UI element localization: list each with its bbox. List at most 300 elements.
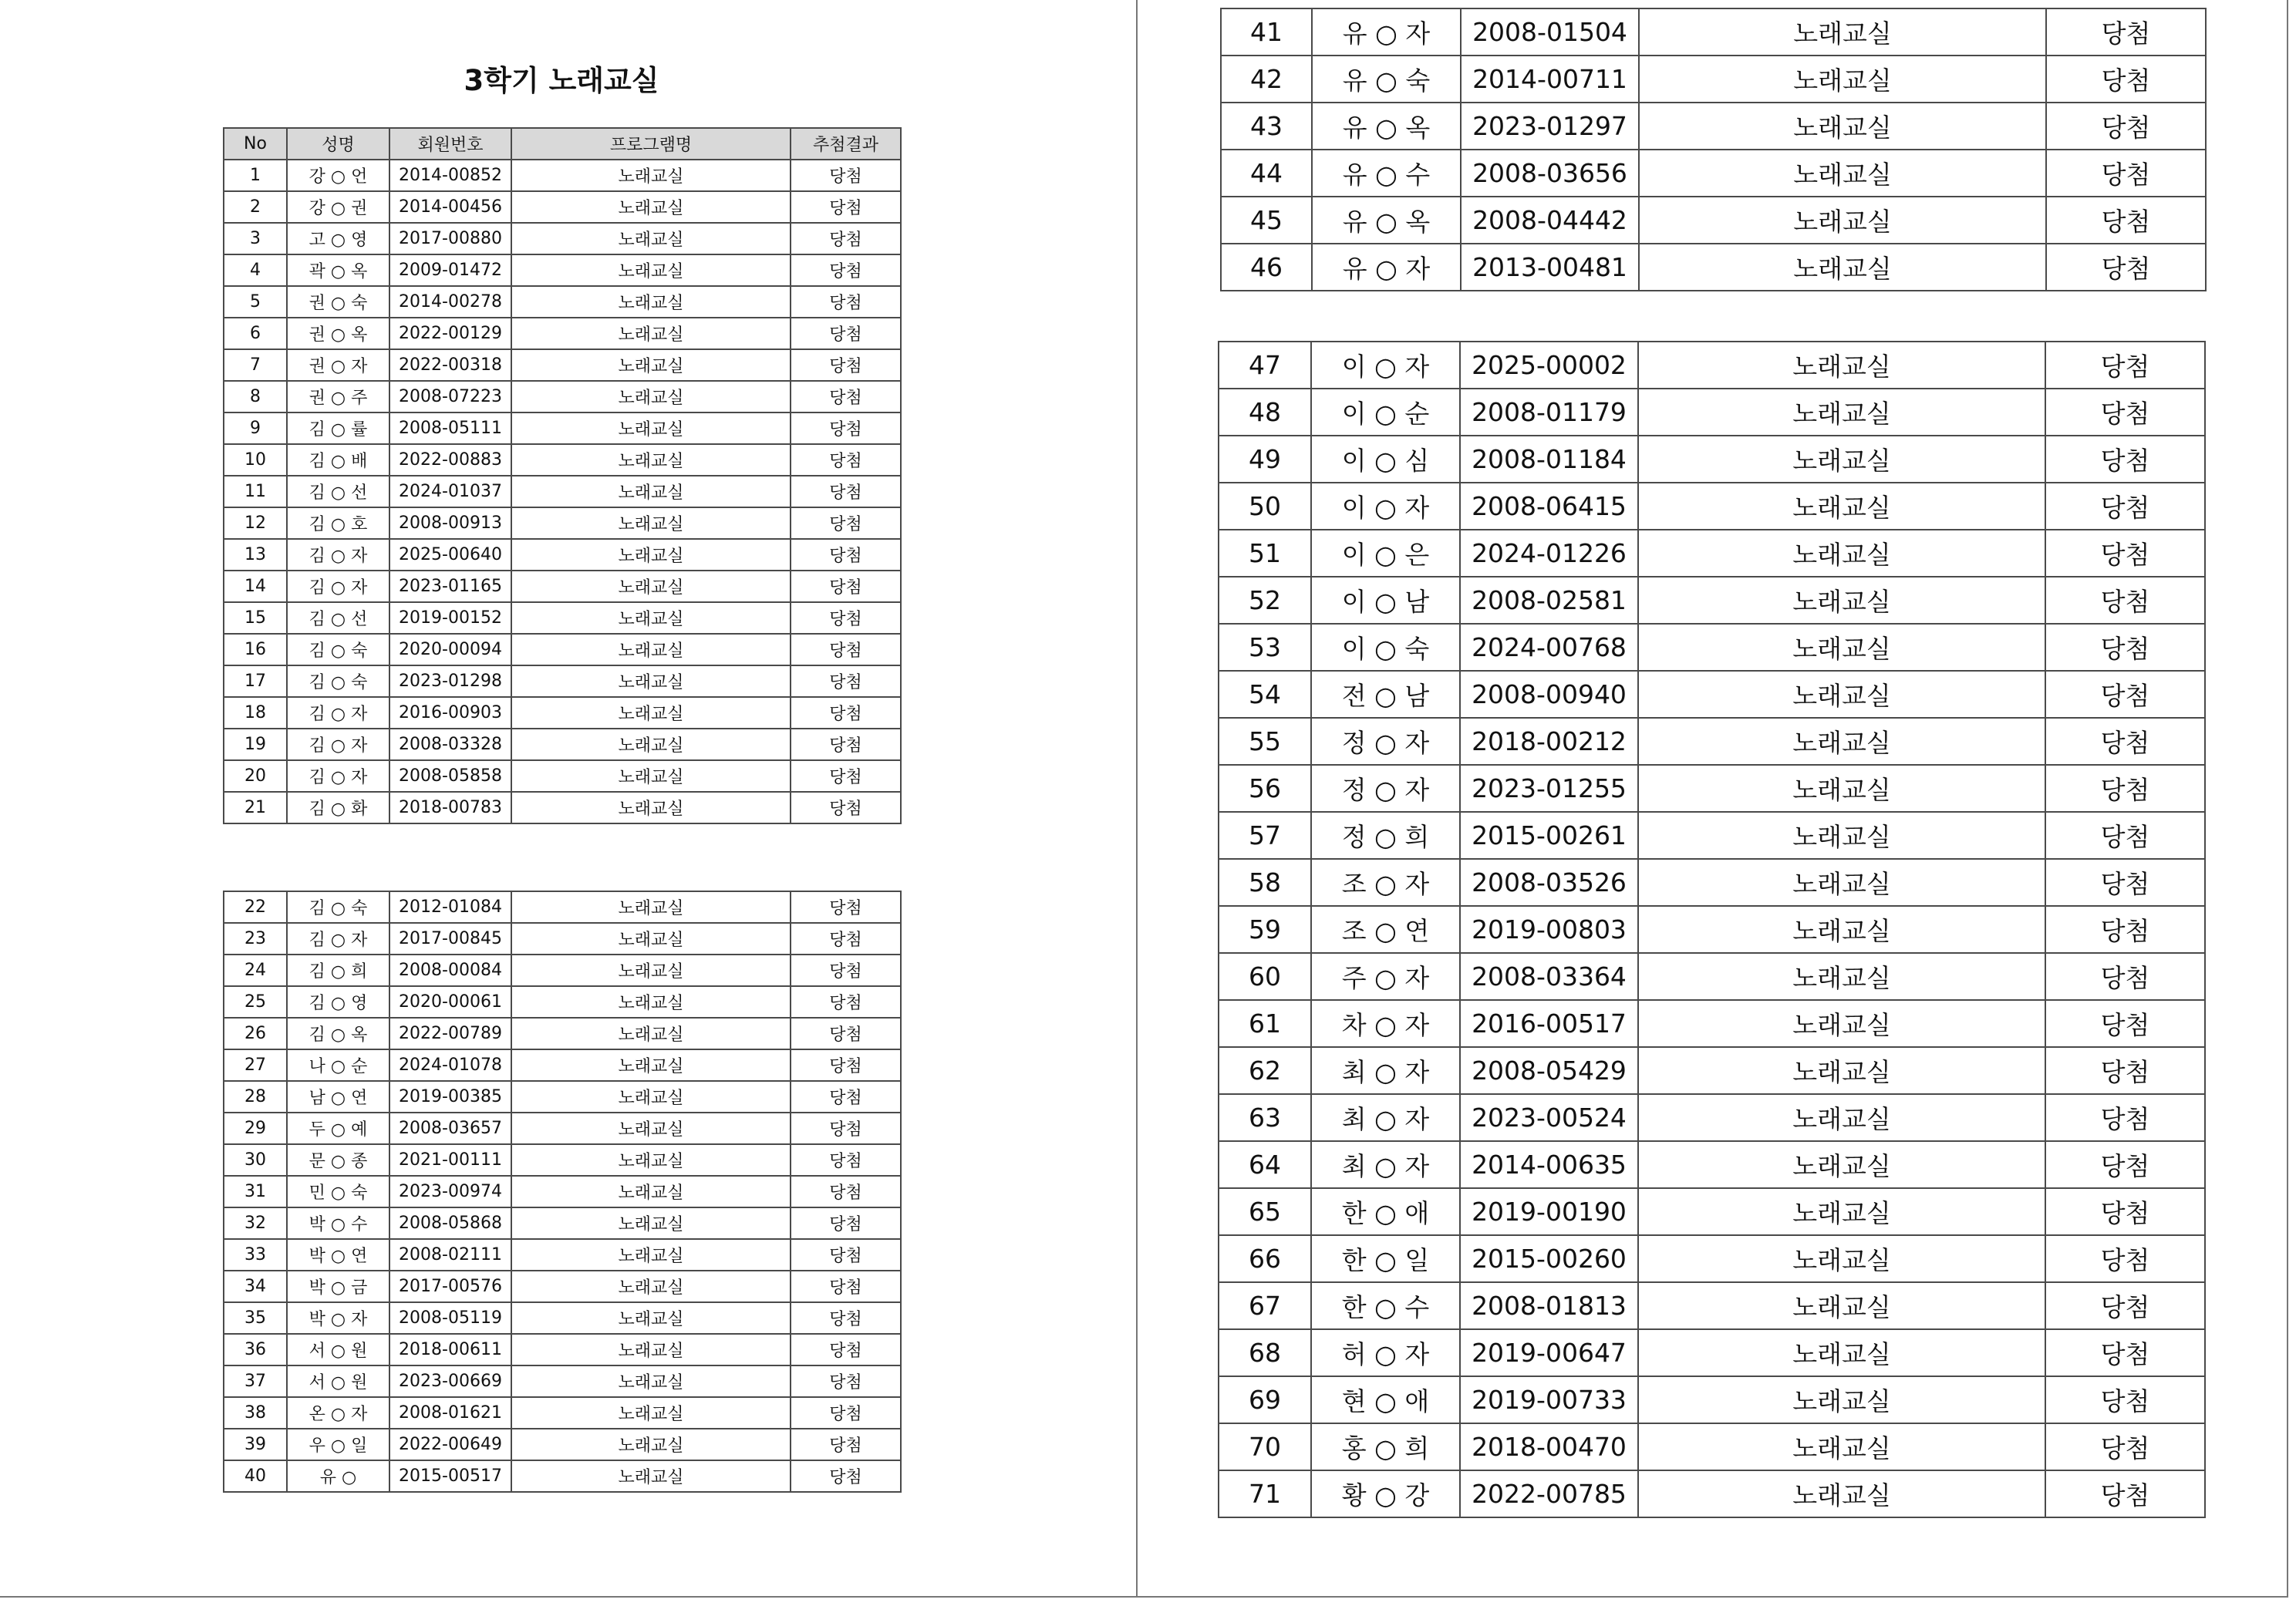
lottery-result-cell: 당첨 bbox=[791, 444, 901, 476]
program-name-cell: 노래교실 bbox=[511, 602, 791, 634]
program-name-cell: 노래교실 bbox=[511, 1018, 791, 1049]
row-number-cell: 17 bbox=[224, 665, 287, 697]
row-number-cell: 56 bbox=[1219, 765, 1311, 812]
member-id-cell: 2023-01165 bbox=[389, 571, 511, 602]
table-row bbox=[1219, 530, 2205, 577]
program-name-cell: 노래교실 bbox=[1638, 1282, 2045, 1329]
table-row bbox=[224, 318, 901, 349]
row-number-cell: 41 bbox=[1221, 8, 1312, 56]
column-header-result: 추첨결과 bbox=[791, 128, 901, 160]
row-number-cell: 16 bbox=[224, 634, 287, 665]
row-number-cell: 3 bbox=[224, 223, 287, 254]
member-id-cell: 2008-00084 bbox=[389, 955, 511, 986]
lottery-result-cell: 당첨 bbox=[2045, 953, 2205, 1000]
member-name-cell: 최 ○ 자 bbox=[1311, 1047, 1460, 1094]
table-row bbox=[224, 986, 901, 1018]
member-id-cell: 2008-02581 bbox=[1460, 577, 1638, 624]
lottery-result-cell: 당첨 bbox=[791, 792, 901, 823]
row-number-cell: 36 bbox=[224, 1334, 287, 1365]
program-name-cell: 노래교실 bbox=[511, 697, 791, 729]
member-id-cell: 2008-05111 bbox=[389, 412, 511, 444]
program-name-cell: 노래교실 bbox=[1639, 103, 2046, 150]
table-row bbox=[224, 1429, 901, 1460]
member-id-cell: 2013-00481 bbox=[1461, 244, 1639, 291]
program-name-cell: 노래교실 bbox=[1638, 1188, 2045, 1235]
member-id-cell: 2023-00524 bbox=[1460, 1094, 1638, 1141]
program-name-cell: 노래교실 bbox=[511, 1207, 791, 1239]
row-number-cell: 22 bbox=[224, 891, 287, 923]
member-id-cell: 2009-01472 bbox=[389, 254, 511, 286]
member-id-cell: 2024-01037 bbox=[389, 476, 511, 507]
lottery-result-cell: 당첨 bbox=[791, 1397, 901, 1429]
table-row bbox=[224, 729, 901, 760]
member-id-cell: 2008-01621 bbox=[389, 1397, 511, 1429]
lottery-result-cell: 당첨 bbox=[791, 665, 901, 697]
lottery-result-cell: 당첨 bbox=[2045, 718, 2205, 765]
row-number-cell: 67 bbox=[1219, 1282, 1311, 1329]
row-number-cell: 19 bbox=[224, 729, 287, 760]
program-name-cell: 노래교실 bbox=[511, 1460, 791, 1492]
table-header-row bbox=[224, 128, 901, 160]
program-name-cell: 노래교실 bbox=[511, 760, 791, 792]
program-name-cell: 노래교실 bbox=[511, 1429, 791, 1460]
member-id-cell: 2019-00152 bbox=[389, 602, 511, 634]
member-name-cell: 이 ○ 남 bbox=[1311, 577, 1460, 624]
row-number-cell: 35 bbox=[224, 1302, 287, 1334]
program-name-cell: 노래교실 bbox=[511, 634, 791, 665]
row-number-cell: 1 bbox=[224, 160, 287, 191]
row-number-cell: 18 bbox=[224, 697, 287, 729]
table-row bbox=[1221, 8, 2206, 56]
program-name-cell: 노래교실 bbox=[511, 444, 791, 476]
table-row bbox=[224, 1144, 901, 1176]
lottery-result-cell: 당첨 bbox=[791, 286, 901, 318]
program-name-cell: 노래교실 bbox=[511, 476, 791, 507]
row-number-cell: 52 bbox=[1219, 577, 1311, 624]
lottery-result-cell: 당첨 bbox=[791, 697, 901, 729]
member-id-cell: 2008-02111 bbox=[389, 1239, 511, 1271]
row-number-cell: 6 bbox=[224, 318, 287, 349]
lottery-result-cell: 당첨 bbox=[791, 223, 901, 254]
program-name-cell: 노래교실 bbox=[1638, 1094, 2045, 1141]
member-name-cell: 유 ○ 옥 bbox=[1312, 197, 1461, 244]
table-row bbox=[1219, 906, 2205, 953]
table-row bbox=[224, 412, 901, 444]
program-name-cell: 노래교실 bbox=[511, 160, 791, 191]
table-row bbox=[224, 1397, 901, 1429]
program-name-cell: 노래교실 bbox=[511, 986, 791, 1018]
table-row bbox=[224, 665, 901, 697]
table-row bbox=[1221, 244, 2206, 291]
member-name-cell: 두 ○ 예 bbox=[287, 1113, 389, 1144]
member-id-cell: 2023-01255 bbox=[1460, 765, 1638, 812]
row-number-cell: 39 bbox=[224, 1429, 287, 1460]
row-number-cell: 8 bbox=[224, 381, 287, 412]
member-id-cell: 2022-00883 bbox=[389, 444, 511, 476]
table-row bbox=[224, 602, 901, 634]
lottery-result-cell: 당첨 bbox=[791, 1049, 901, 1081]
lottery-result-cell: 당첨 bbox=[791, 986, 901, 1018]
member-id-cell: 2022-00318 bbox=[389, 349, 511, 381]
table-row bbox=[224, 349, 901, 381]
program-name-cell: 노래교실 bbox=[511, 665, 791, 697]
table-row bbox=[224, 254, 901, 286]
member-name-cell: 주 ○ 자 bbox=[1311, 953, 1460, 1000]
member-id-cell: 2008-00940 bbox=[1460, 671, 1638, 718]
program-name-cell: 노래교실 bbox=[1638, 859, 2045, 906]
lottery-table-1 bbox=[223, 127, 902, 824]
member-id-cell: 2017-00845 bbox=[389, 923, 511, 955]
table-row bbox=[224, 792, 901, 823]
program-name-cell: 노래교실 bbox=[1638, 577, 2045, 624]
program-name-cell: 노래교실 bbox=[1638, 389, 2045, 436]
member-name-cell: 김 ○ 배 bbox=[287, 444, 389, 476]
row-number-cell: 30 bbox=[224, 1144, 287, 1176]
lottery-result-cell: 당첨 bbox=[791, 191, 901, 223]
program-name-cell: 노래교실 bbox=[1639, 56, 2046, 103]
program-name-cell: 노래교실 bbox=[511, 318, 791, 349]
table-row bbox=[1219, 765, 2205, 812]
program-name-cell: 노래교실 bbox=[511, 539, 791, 571]
row-number-cell: 63 bbox=[1219, 1094, 1311, 1141]
table-row bbox=[1219, 1141, 2205, 1188]
lottery-result-cell: 당첨 bbox=[791, 955, 901, 986]
lottery-result-cell: 당첨 bbox=[791, 1176, 901, 1207]
member-name-cell: 권 ○ 숙 bbox=[287, 286, 389, 318]
lottery-result-cell: 당첨 bbox=[2045, 389, 2205, 436]
row-number-cell: 40 bbox=[224, 1460, 287, 1492]
lottery-result-cell: 당첨 bbox=[791, 1144, 901, 1176]
table-row bbox=[1219, 342, 2205, 389]
member-id-cell: 2023-00669 bbox=[389, 1365, 511, 1397]
document-title: 3학기 노래교실 bbox=[464, 64, 659, 97]
program-name-cell: 노래교실 bbox=[1639, 8, 2046, 56]
row-number-cell: 2 bbox=[224, 191, 287, 223]
lottery-result-cell: 당첨 bbox=[2046, 197, 2206, 244]
member-name-cell: 김 ○ 자 bbox=[287, 697, 389, 729]
lottery-result-cell: 당첨 bbox=[791, 1302, 901, 1334]
table-row bbox=[224, 1113, 901, 1144]
table-row bbox=[1219, 1000, 2205, 1047]
table-row bbox=[224, 1365, 901, 1397]
row-number-cell: 9 bbox=[224, 412, 287, 444]
lottery-result-cell: 당첨 bbox=[2045, 577, 2205, 624]
table-row bbox=[224, 286, 901, 318]
program-name-cell: 노래교실 bbox=[1638, 1000, 2045, 1047]
member-name-cell: 김 ○ 선 bbox=[287, 476, 389, 507]
row-number-cell: 59 bbox=[1219, 906, 1311, 953]
member-id-cell: 2019-00803 bbox=[1460, 906, 1638, 953]
member-name-cell: 김 ○ 영 bbox=[287, 986, 389, 1018]
table-row bbox=[224, 1239, 901, 1271]
member-id-cell: 2014-00456 bbox=[389, 191, 511, 223]
row-number-cell: 14 bbox=[224, 571, 287, 602]
member-id-cell: 2008-01179 bbox=[1460, 389, 1638, 436]
lottery-result-cell: 당첨 bbox=[791, 1081, 901, 1113]
table-row bbox=[224, 1271, 901, 1302]
member-id-cell: 2014-00635 bbox=[1460, 1141, 1638, 1188]
table-row bbox=[1219, 718, 2205, 765]
program-name-cell: 노래교실 bbox=[1638, 483, 2045, 530]
lottery-result-cell: 당첨 bbox=[2045, 436, 2205, 483]
lottery-result-cell: 당첨 bbox=[2045, 1000, 2205, 1047]
table-row bbox=[1219, 389, 2205, 436]
program-name-cell: 노래교실 bbox=[1638, 1470, 2045, 1517]
member-name-cell: 현 ○ 애 bbox=[1311, 1376, 1460, 1423]
row-number-cell: 69 bbox=[1219, 1376, 1311, 1423]
member-id-cell: 2022-00785 bbox=[1460, 1470, 1638, 1517]
member-name-cell: 유 ○ 옥 bbox=[1312, 103, 1461, 150]
row-number-cell: 21 bbox=[224, 792, 287, 823]
member-name-cell: 고 ○ 영 bbox=[287, 223, 389, 254]
member-name-cell: 김 ○ 숙 bbox=[287, 891, 389, 923]
table-row bbox=[224, 1334, 901, 1365]
member-id-cell: 2023-01297 bbox=[1461, 103, 1639, 150]
program-name-cell: 노래교실 bbox=[511, 1144, 791, 1176]
member-id-cell: 2015-00260 bbox=[1460, 1235, 1638, 1282]
member-name-cell: 김 ○ 숙 bbox=[287, 665, 389, 697]
lottery-result-cell: 당첨 bbox=[791, 923, 901, 955]
table-row bbox=[1221, 197, 2206, 244]
table-row bbox=[224, 923, 901, 955]
lottery-result-cell: 당첨 bbox=[791, 1207, 901, 1239]
member-name-cell: 유 ○ 수 bbox=[1312, 150, 1461, 197]
member-name-cell: 전 ○ 남 bbox=[1311, 671, 1460, 718]
member-name-cell: 김 ○ 화 bbox=[287, 792, 389, 823]
row-number-cell: 7 bbox=[224, 349, 287, 381]
member-id-cell: 2014-00711 bbox=[1461, 56, 1639, 103]
table-row bbox=[224, 539, 901, 571]
lottery-result-cell: 당첨 bbox=[2046, 150, 2206, 197]
member-id-cell: 2008-03328 bbox=[389, 729, 511, 760]
member-name-cell: 한 ○ 애 bbox=[1311, 1188, 1460, 1235]
program-name-cell: 노래교실 bbox=[1638, 812, 2045, 859]
row-number-cell: 12 bbox=[224, 507, 287, 539]
program-name-cell: 노래교실 bbox=[1638, 953, 2045, 1000]
lottery-result-cell: 당첨 bbox=[791, 507, 901, 539]
member-id-cell: 2018-00611 bbox=[389, 1334, 511, 1365]
member-name-cell: 김 ○ 옥 bbox=[287, 1018, 389, 1049]
program-name-cell: 노래교실 bbox=[1638, 1141, 2045, 1188]
member-name-cell: 온 ○ 자 bbox=[287, 1397, 389, 1429]
table-row bbox=[1219, 671, 2205, 718]
member-id-cell: 2023-00974 bbox=[389, 1176, 511, 1207]
table-row bbox=[224, 1081, 901, 1113]
lottery-result-cell: 당첨 bbox=[791, 349, 901, 381]
lottery-table-2 bbox=[223, 891, 902, 1493]
row-number-cell: 64 bbox=[1219, 1141, 1311, 1188]
row-number-cell: 51 bbox=[1219, 530, 1311, 577]
table-row bbox=[1221, 103, 2206, 150]
table-row bbox=[1219, 1423, 2205, 1470]
lottery-table-3 bbox=[1220, 8, 2207, 291]
program-name-cell: 노래교실 bbox=[1638, 1329, 2045, 1376]
row-number-cell: 44 bbox=[1221, 150, 1312, 197]
table-row bbox=[1219, 624, 2205, 671]
table-row bbox=[224, 381, 901, 412]
page-bottom-edge bbox=[0, 1596, 2288, 1598]
table-row bbox=[1221, 56, 2206, 103]
member-name-cell: 이 ○ 숙 bbox=[1311, 624, 1460, 671]
member-id-cell: 2019-00647 bbox=[1460, 1329, 1638, 1376]
member-name-cell: 김 ○ 숙 bbox=[287, 634, 389, 665]
lottery-result-cell: 당첨 bbox=[2045, 530, 2205, 577]
lottery-result-cell: 당첨 bbox=[2046, 103, 2206, 150]
member-name-cell: 곽 ○ 옥 bbox=[287, 254, 389, 286]
table-row bbox=[224, 571, 901, 602]
program-name-cell: 노래교실 bbox=[1639, 150, 2046, 197]
member-id-cell: 2018-00783 bbox=[389, 792, 511, 823]
program-name-cell: 노래교실 bbox=[1638, 436, 2045, 483]
member-name-cell: 김 ○ 희 bbox=[287, 955, 389, 986]
table-row bbox=[224, 160, 901, 191]
lottery-result-cell: 당첨 bbox=[791, 412, 901, 444]
table-row bbox=[1219, 953, 2205, 1000]
table-row bbox=[1219, 1188, 2205, 1235]
program-name-cell: 노래교실 bbox=[511, 729, 791, 760]
program-name-cell: 노래교실 bbox=[511, 1365, 791, 1397]
member-id-cell: 2024-00768 bbox=[1460, 624, 1638, 671]
row-number-cell: 54 bbox=[1219, 671, 1311, 718]
table-row bbox=[224, 1207, 901, 1239]
row-number-cell: 32 bbox=[224, 1207, 287, 1239]
member-name-cell: 김 ○ 선 bbox=[287, 602, 389, 634]
member-name-cell: 조 ○ 자 bbox=[1311, 859, 1460, 906]
row-number-cell: 49 bbox=[1219, 436, 1311, 483]
row-number-cell: 10 bbox=[224, 444, 287, 476]
program-name-cell: 노래교실 bbox=[511, 792, 791, 823]
member-name-cell: 한 ○ 수 bbox=[1311, 1282, 1460, 1329]
row-number-cell: 33 bbox=[224, 1239, 287, 1271]
member-name-cell: 권 ○ 옥 bbox=[287, 318, 389, 349]
member-name-cell: 이 ○ 은 bbox=[1311, 530, 1460, 577]
member-id-cell: 2014-00278 bbox=[389, 286, 511, 318]
member-id-cell: 2016-00517 bbox=[1460, 1000, 1638, 1047]
table-row bbox=[224, 1176, 901, 1207]
lottery-result-cell: 당첨 bbox=[791, 634, 901, 665]
member-id-cell: 2022-00649 bbox=[389, 1429, 511, 1460]
member-name-cell: 강 ○ 권 bbox=[287, 191, 389, 223]
lottery-result-cell: 당첨 bbox=[2045, 342, 2205, 389]
row-number-cell: 38 bbox=[224, 1397, 287, 1429]
lottery-result-cell: 당첨 bbox=[791, 318, 901, 349]
lottery-result-cell: 당첨 bbox=[2045, 1188, 2205, 1235]
row-number-cell: 60 bbox=[1219, 953, 1311, 1000]
member-name-cell: 박 ○ 금 bbox=[287, 1271, 389, 1302]
lottery-result-cell: 당첨 bbox=[791, 381, 901, 412]
column-header-member-id: 회원번호 bbox=[389, 128, 511, 160]
row-number-cell: 68 bbox=[1219, 1329, 1311, 1376]
program-name-cell: 노래교실 bbox=[511, 1113, 791, 1144]
lottery-result-cell: 당첨 bbox=[2046, 8, 2206, 56]
program-name-cell: 노래교실 bbox=[511, 1081, 791, 1113]
member-id-cell: 2023-01298 bbox=[389, 665, 511, 697]
lottery-result-cell: 당첨 bbox=[2045, 906, 2205, 953]
program-name-cell: 노래교실 bbox=[511, 571, 791, 602]
program-name-cell: 노래교실 bbox=[1638, 671, 2045, 718]
program-name-cell: 노래교실 bbox=[1639, 244, 2046, 291]
program-name-cell: 노래교실 bbox=[1638, 1235, 2045, 1282]
member-id-cell: 2015-00261 bbox=[1460, 812, 1638, 859]
member-name-cell: 최 ○ 자 bbox=[1311, 1141, 1460, 1188]
member-id-cell: 2024-01078 bbox=[389, 1049, 511, 1081]
member-name-cell: 정 ○ 희 bbox=[1311, 812, 1460, 859]
member-id-cell: 2008-05858 bbox=[389, 760, 511, 792]
member-name-cell: 김 ○ 자 bbox=[287, 729, 389, 760]
program-name-cell: 노래교실 bbox=[511, 1239, 791, 1271]
lottery-result-cell: 당첨 bbox=[2045, 1470, 2205, 1517]
lottery-result-cell: 당첨 bbox=[791, 1239, 901, 1271]
member-name-cell: 이 ○ 심 bbox=[1311, 436, 1460, 483]
table-row bbox=[224, 1049, 901, 1081]
lottery-result-cell: 당첨 bbox=[791, 1460, 901, 1492]
table-row bbox=[1219, 1470, 2205, 1517]
member-name-cell: 허 ○ 자 bbox=[1311, 1329, 1460, 1376]
lottery-result-cell: 당첨 bbox=[2045, 765, 2205, 812]
table-row bbox=[1219, 812, 2205, 859]
member-name-cell: 김 ○ 호 bbox=[287, 507, 389, 539]
table-row bbox=[224, 1018, 901, 1049]
member-id-cell: 2008-05119 bbox=[389, 1302, 511, 1334]
row-number-cell: 26 bbox=[224, 1018, 287, 1049]
row-number-cell: 50 bbox=[1219, 483, 1311, 530]
program-name-cell: 노래교실 bbox=[1638, 1376, 2045, 1423]
member-id-cell: 2012-01084 bbox=[389, 891, 511, 923]
member-id-cell: 2008-03656 bbox=[1461, 150, 1639, 197]
row-number-cell: 57 bbox=[1219, 812, 1311, 859]
lottery-result-cell: 당첨 bbox=[2046, 56, 2206, 103]
program-name-cell: 노래교실 bbox=[1638, 530, 2045, 577]
member-id-cell: 2008-04442 bbox=[1461, 197, 1639, 244]
member-id-cell: 2020-00094 bbox=[389, 634, 511, 665]
member-name-cell: 차 ○ 자 bbox=[1311, 1000, 1460, 1047]
program-name-cell: 노래교실 bbox=[511, 891, 791, 923]
member-name-cell: 김 ○ 자 bbox=[287, 539, 389, 571]
lottery-result-cell: 당첨 bbox=[791, 729, 901, 760]
lottery-result-cell: 당첨 bbox=[2045, 859, 2205, 906]
program-name-cell: 노래교실 bbox=[511, 381, 791, 412]
member-name-cell: 나 ○ 순 bbox=[287, 1049, 389, 1081]
row-number-cell: 61 bbox=[1219, 1000, 1311, 1047]
table-row bbox=[224, 760, 901, 792]
member-id-cell: 2016-00903 bbox=[389, 697, 511, 729]
row-number-cell: 27 bbox=[224, 1049, 287, 1081]
lottery-result-cell: 당첨 bbox=[2045, 671, 2205, 718]
member-id-cell: 2008-05868 bbox=[389, 1207, 511, 1239]
member-name-cell: 남 ○ 연 bbox=[287, 1081, 389, 1113]
member-id-cell: 2019-00190 bbox=[1460, 1188, 1638, 1235]
row-number-cell: 37 bbox=[224, 1365, 287, 1397]
member-id-cell: 2008-03364 bbox=[1460, 953, 1638, 1000]
lottery-result-cell: 당첨 bbox=[2045, 1094, 2205, 1141]
member-name-cell: 조 ○ 연 bbox=[1311, 906, 1460, 953]
lottery-result-cell: 당첨 bbox=[791, 1429, 901, 1460]
table-row bbox=[1219, 859, 2205, 906]
member-id-cell: 2008-01184 bbox=[1460, 436, 1638, 483]
member-name-cell: 권 ○ 자 bbox=[287, 349, 389, 381]
program-name-cell: 노래교실 bbox=[1638, 624, 2045, 671]
member-id-cell: 2008-03526 bbox=[1460, 859, 1638, 906]
member-name-cell: 서 ○ 원 bbox=[287, 1365, 389, 1397]
row-number-cell: 71 bbox=[1219, 1470, 1311, 1517]
row-number-cell: 20 bbox=[224, 760, 287, 792]
member-name-cell: 김 ○ 자 bbox=[287, 760, 389, 792]
lottery-result-cell: 당첨 bbox=[2045, 1141, 2205, 1188]
lottery-result-cell: 당첨 bbox=[791, 1113, 901, 1144]
row-number-cell: 65 bbox=[1219, 1188, 1311, 1235]
member-id-cell: 2014-00852 bbox=[389, 160, 511, 191]
row-number-cell: 46 bbox=[1221, 244, 1312, 291]
